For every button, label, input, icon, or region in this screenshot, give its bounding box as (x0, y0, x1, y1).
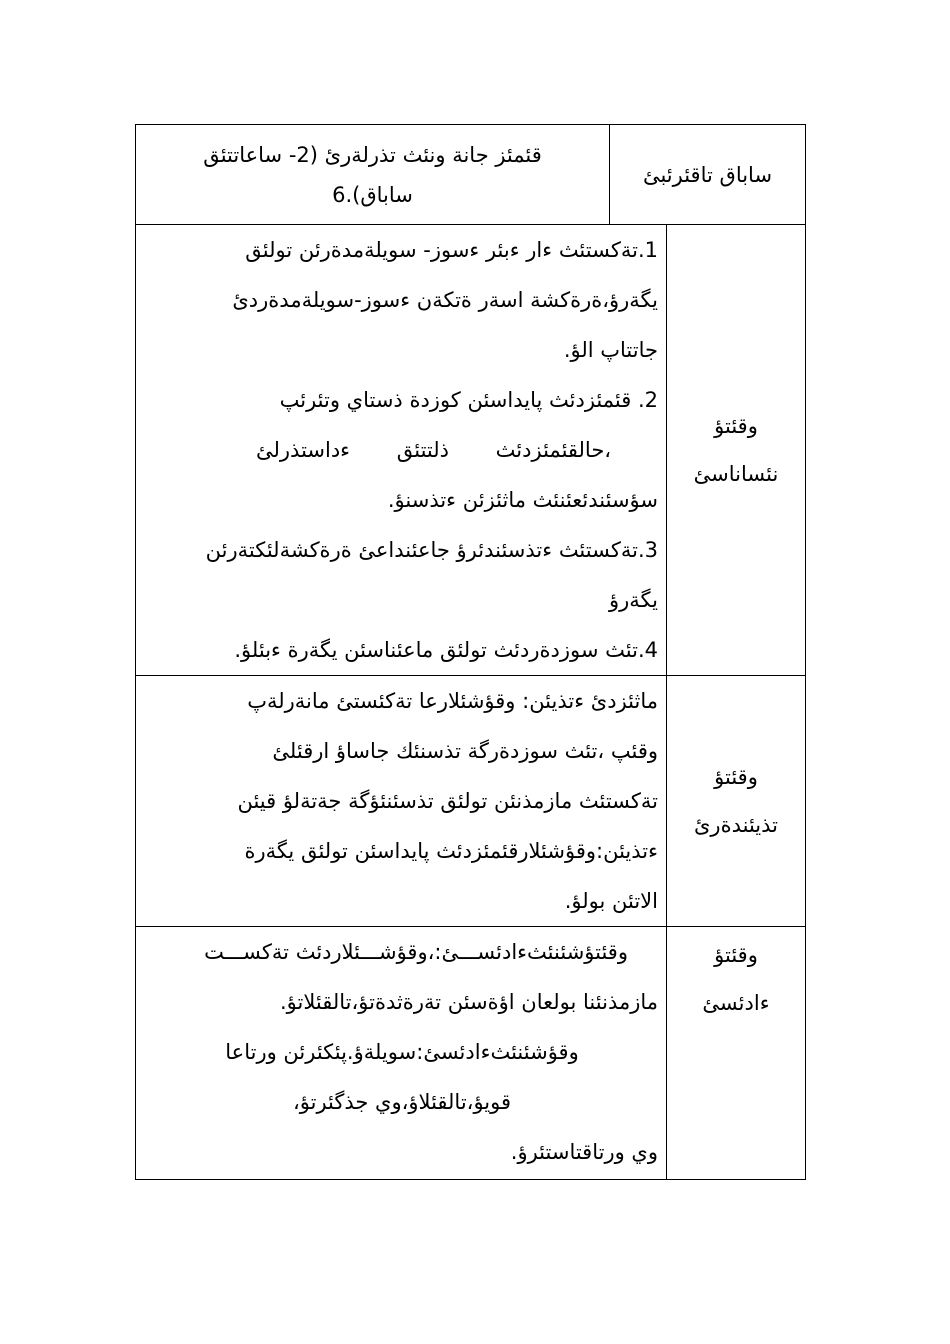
key-points-line: تةكستئث مازمذنئن تولئق تذسئنئؤگة جةتةلؤ قيئن (237, 789, 658, 813)
lesson-topic-line-1: قئمئز جانة ونئث تذرلةرئ (2- ساعاتتئق (203, 142, 542, 167)
methods-line: مازمذنئنا بولعان اؤةسئن تةرةثدةتؤ،تالقئلاتؤ. (279, 990, 658, 1014)
objectives-line: ،حالقئمئزدئث ذلتتئق ءداستذرلئ (256, 438, 612, 462)
lesson-topic-line-2: سابا‌ق).6 (332, 182, 413, 207)
methods-line: وقؤشئنئثءادئسئ:سويلةؤ.پئكئرئن ورتاعا (225, 1040, 579, 1064)
objectives-line: 1.تةكستئث ءار ءبئر ءسوز- سويلةمدةرئن تولئق (245, 238, 658, 262)
objectives-label-cell (667, 225, 806, 676)
objectives-line: سؤسئندئعئنئث ماثئزئن ءتذسنؤ. (387, 488, 658, 512)
objectives-line: جاتتاپ الؤ. (563, 338, 658, 362)
methods-line: وقئتؤشئنئثءادئســـئ:،وقؤشـــئلاردئث تةكســـت (204, 940, 628, 964)
key-points-label-cell (667, 676, 806, 927)
methods-line: وي ورتاقتاستئرؤ. (510, 1140, 658, 1164)
objectives-line: 3.تةكستئث ءتذسئندئرؤ جاعئنداعئ ةرةكشةلئكتةرئن (205, 538, 658, 562)
objectives-label-line-2: نئساناسئ (693, 462, 779, 486)
header-row (136, 125, 806, 225)
key-points-label-line-1: وقئتؤ (714, 765, 758, 789)
key-points-label-line-2: تذيئندةرئ (694, 813, 778, 837)
key-points-content-cell (136, 676, 667, 927)
key-points-line: ماثئزدئ ءتذيئن: وقؤشئلارعا تةكئستئ مانةرلةپ (247, 689, 658, 713)
objectives-line: 4.تئث سوزدةردئث تولئق ماعئناسئن يگةرة ءبئلؤ. (234, 638, 658, 662)
lesson-type-label: سابا‌ق تاقئرئبئ (642, 162, 773, 187)
key-points-line: وقئپ ،تئث سوزدةرگة تذسنئك جاساؤ ارقئلئ (272, 739, 658, 763)
objectives-line: 2. قئمئزدئث پايداسئن كوزدة ذستاي وتئرئپ (279, 388, 658, 412)
methods-label-line-1: وقئتؤ (714, 943, 758, 967)
methods-label-line-2: ءادئسئ (702, 991, 770, 1015)
objectives-content-cell (136, 225, 667, 676)
objectives-line: يگةرؤ،ةرةكشة اسةر ةتكةن ءسوز-سويلةمدةردئ (232, 288, 658, 312)
lesson-topic-cell (136, 125, 610, 225)
lesson-type-cell (610, 125, 806, 225)
methods-label-cell (667, 927, 806, 1180)
table-row (136, 225, 806, 676)
key-points-line: ءتذيئن:وقؤشئلارقئمئزدئث پايداسئن تولئق يگةرة (244, 839, 658, 863)
key-points-line: الاتئن بولؤ. (564, 889, 658, 913)
methods-line: قويؤ،تالقئلاؤ،وي جذگئرتؤ، (292, 1090, 512, 1114)
methods-content-cell (136, 927, 667, 1180)
lesson-plan-table (135, 124, 806, 1180)
objectives-line: يگةرؤ (609, 588, 658, 612)
table-row (136, 927, 806, 1180)
objectives-label-line-1: وقئتؤ (714, 414, 758, 438)
table-row (136, 676, 806, 927)
